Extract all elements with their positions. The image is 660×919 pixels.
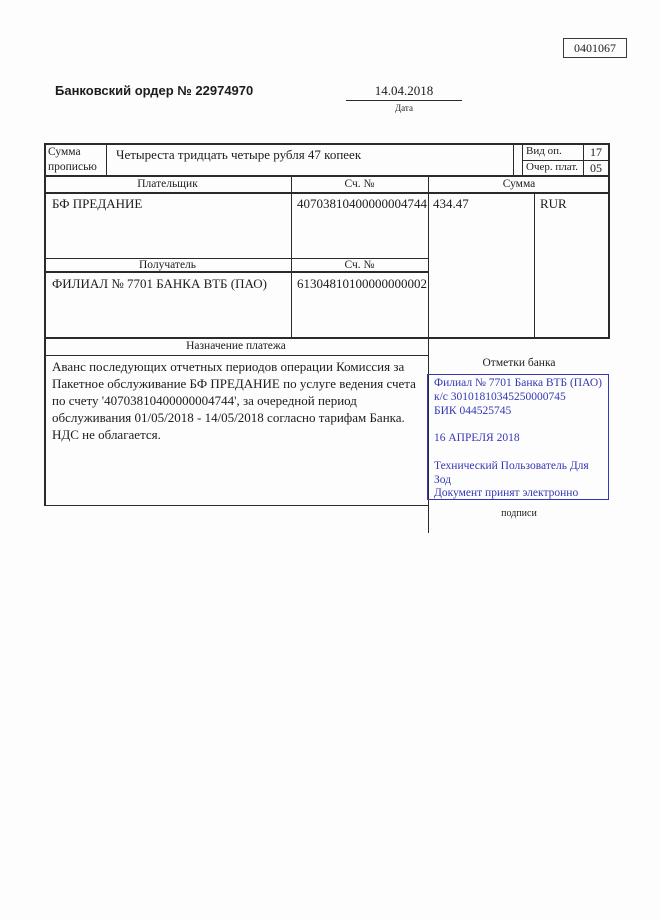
table-border-row1-bottom — [44, 175, 610, 177]
purpose-text-line: Пакетное обслуживание БФ ПРЕДАНИЕ по услуге ведения счета — [52, 376, 416, 391]
payer-name: БФ ПРЕДАНИЕ — [52, 196, 143, 211]
stamp-line: Филиал № 7701 Банка ВТБ (ПАО) — [434, 377, 602, 389]
payee-section-label: Получатель — [138, 259, 197, 271]
operation-type-label: Вид оп. — [526, 145, 562, 157]
payee-account-number: 61304810100000000002 — [297, 276, 427, 291]
purpose-text-line: Аванс последующих отчетных периодов операции Комиссия за — [52, 359, 405, 374]
amount-value: 434.47 — [433, 196, 469, 211]
stamp-line: 16 АПРЕЛЯ 2018 — [434, 432, 520, 445]
form-code-box: 0401067 — [563, 38, 627, 58]
payer-account-number: 40703810400000004744 — [297, 196, 427, 211]
date-value: 14.04.2018 — [374, 83, 434, 98]
table-border-opbox-left — [522, 143, 523, 175]
table-border-sumlabel-right — [106, 143, 107, 175]
amount-section-label: Сумма — [502, 178, 536, 190]
payee-name: ФИЛИАЛ № 7701 БАНКА ВТБ (ПАО) — [52, 276, 267, 291]
amount-in-words-label: Сумма прописью — [48, 146, 97, 173]
table-border-payee-header-bottom — [44, 271, 428, 273]
payer-account-label: Сч. № — [344, 178, 375, 190]
table-border-words-right — [513, 143, 514, 175]
table-border-currency-column — [534, 192, 535, 337]
stamp-line: к/с 30101810345250000745 — [434, 390, 566, 403]
table-border-payer-header-bottom — [44, 192, 610, 194]
purpose-section-label: Назначение платежа — [186, 340, 286, 352]
signatures-label: подписи — [501, 508, 537, 519]
bank-electronic-stamp — [427, 374, 609, 500]
payee-account-label: Сч. № — [344, 259, 375, 271]
stamp-line: БИК 044525745 — [434, 404, 512, 417]
stamp-line — [434, 446, 608, 460]
table-border-left — [44, 143, 46, 505]
stamp-line: Документ принят электронно — [434, 487, 579, 500]
stamp-line: Технический Пользователь Для — [434, 459, 589, 472]
amount-currency: RUR — [540, 196, 567, 211]
bank-marks-section-label: Отметки банка — [482, 357, 556, 369]
purpose-text-line: по счету '40703810400000004744', за очередной период — [52, 393, 357, 408]
payment-order-label: Очер. плат. — [526, 161, 579, 173]
table-border-purpose-bottom — [44, 505, 428, 506]
purpose-text — [52, 358, 430, 443]
operation-type-value: 17 — [590, 145, 602, 159]
date-underline — [346, 100, 462, 101]
amount-in-words-value: Четыреста тридцать четыре рубля 47 копеек — [116, 147, 362, 162]
stamp-line — [434, 418, 608, 432]
stamp-line: Зод — [434, 473, 452, 486]
purpose-text-line: НДС не облагается. — [52, 427, 161, 442]
payer-section-label: Плательщик — [137, 178, 198, 190]
table-border-account-column — [291, 175, 292, 337]
date-label: Дата — [395, 103, 413, 113]
payment-order-value: 05 — [590, 161, 602, 175]
table-border-purpose-top — [44, 337, 610, 339]
table-border-purpose-header-bottom — [44, 355, 428, 356]
document-title: Банковский ордер № 22974970 — [55, 83, 254, 98]
purpose-text-line: обслуживания 01/05/2018 - 14/05/2018 согласно тарифам Банка. — [52, 410, 405, 425]
